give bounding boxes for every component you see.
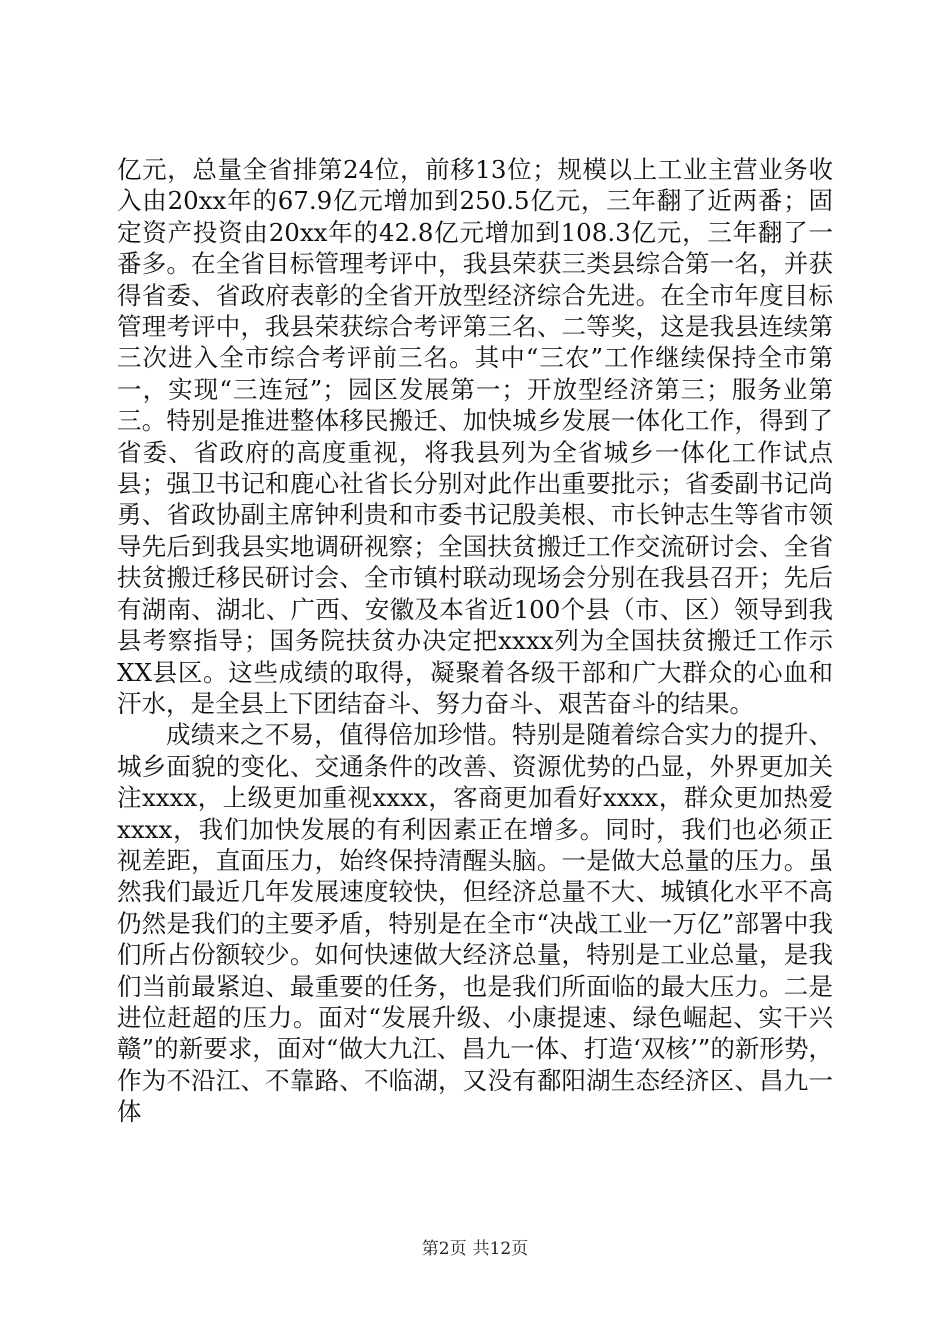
page-total: 共12页 [472,1239,529,1259]
page-number: 第2页 [421,1239,467,1259]
page-footer [0,1239,950,1259]
document-body [117,154,833,1128]
paragraph-1: 亿元，总量全省排第24位，前移13位；规模以上工业主营业务收入由20xx年的67.9亿元增加到250.5亿元，三年翻了近两番；固定资产投资由20xx年的42.8亿元增加到108.3亿元，三年翻了一番多。在全省目标管理考评中，我县荣获三类县综合第一名，并获得省委、省政府表彰的全省开放型经济综合先进。在全市年度目标管理考评中，我县荣获综合考评第三名、二等奖，这是我县连续第三次进入全市综合考评前三名。其中“三农”工作继续保持全市第一，实现“三连冠”；园区发展第一；开放型经济第三；服务业第三。特别是推进整体移民搬迁、加快城乡发展一体化工作，得到了省委、省政府的高度重视，将我县列为全省城乡一体化工作试点县；强卫书记和鹿心社省长分别对此作出重要批示；省委副书记尚勇、省政协副主席钟利贵和市委书记殷美根、市长钟志生等省市领导先后到我县实地调研视察；全国扶贫搬迁工作交流研讨会、全省扶贫搬迁移民研讨会、全市镇村联动现场会分别在我县召开；先后有湖南、湖北、广西、安徽及本省近100个县（市、区）领导到我县考察指导；国务院扶贫办决定把xxxx列为全国扶贫搬迁工作示XX县区。这些成绩的取得，凝聚着各级干部和广大群众的心血和汗水，是全县上下团结奋斗、努力奋斗、艰苦奋斗的结果。 [117,155,833,718]
paragraph-2: 成绩来之不易，值得倍加珍惜。特别是随着综合实力的提升、城乡面貌的变化、交通条件的改善、资源优势的凸显，外界更加关注xxxx，上级更加重视xxxx，客商更加看好xxxx，群众更加热爱xxxx，我们加快发展的有利因素正在增多。同时，我们也必须正视差距，直面压力，始终保持清醒头脑。一是做大总量的压力。虽然我们最近几年发展速度较快，但经济总量不大、城镇化水平不高仍然是我们的主要矛盾，特别是在全市“决战工业一万亿”部署中我们所占份额较少。如何快速做大经济总量，特别是工业总量，是我们当前最紧迫、最重要的任务，也是我们所面临的最大压力。二是进位赶超的压力。面对“发展升级、小康提速、绿色崛起、实干兴赣”的新要求，面对“做大九江、昌九一体、打造‘双核’”的新形势，作为不沿江、不靠路、不临湖，又没有鄱阳湖生态经济区、昌九一体 [117,720,833,1127]
